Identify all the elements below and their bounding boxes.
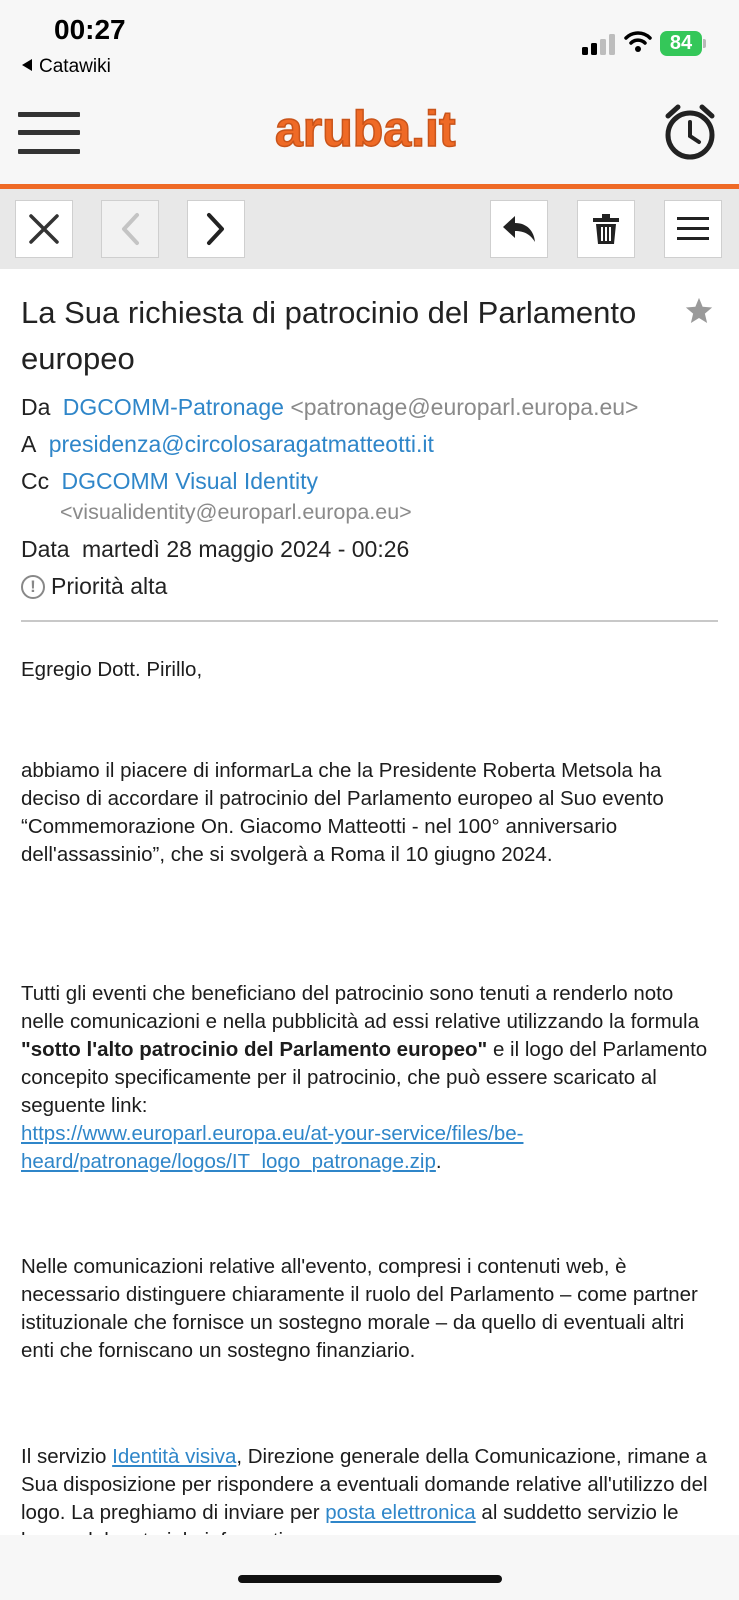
close-icon xyxy=(28,213,60,245)
back-triangle-icon xyxy=(22,59,32,71)
menu-icon xyxy=(677,216,709,242)
from-address: <patronage@europarl.europa.eu> xyxy=(290,394,639,420)
body-paragraph-4: Il servizio Identità visiva, Direzione generale della Comunicazione, rimane a Sua disposizione per rispondere a eventuali domande relative all'utilizzo del logo. La preghiamo di inviare per posta elettronica al suddetto servizio le xyxy=(21,1445,708,1524)
cc-row xyxy=(21,468,318,495)
cc-name[interactable]: DGCOMM Visual Identity xyxy=(61,468,318,494)
to-address[interactable]: presidenza@circolosaragatmatteotti.it xyxy=(48,431,434,457)
date-value: martedì 28 maggio 2024 - 00:26 xyxy=(81,536,410,562)
from-label: Da xyxy=(21,394,51,420)
cc-address: <visualidentity@europarl.europa.eu> xyxy=(60,500,412,524)
cellular-signal-icon xyxy=(582,33,618,55)
body-paragraph-3: Nelle comunicazioni relative all'evento, compresi i contenuti web, è necessario distinguere chiaramente il ruolo del Parlamento – come partner istituzionale che fornisce un sostegno morale – da quello di eventuali altri enti che forniscano un sostegno finanziario. xyxy=(21,1255,698,1362)
home-indicator[interactable] xyxy=(238,1575,502,1583)
back-to-app-link[interactable] xyxy=(22,56,111,78)
close-button[interactable] xyxy=(15,200,73,258)
wifi-icon xyxy=(624,30,652,57)
email-subject: La Sua richiesta di patrocinio del Parlamento europeo xyxy=(21,295,637,376)
delete-button[interactable] xyxy=(577,200,635,258)
status-bar xyxy=(0,0,739,88)
email-link[interactable]: posta elettronica xyxy=(325,1501,476,1524)
app-header xyxy=(0,88,739,189)
chevron-right-icon xyxy=(204,212,228,246)
star-icon[interactable] xyxy=(684,296,714,331)
reply-icon xyxy=(501,214,537,244)
from-row xyxy=(21,394,638,421)
reply-button[interactable] xyxy=(490,200,548,258)
previous-message-button[interactable] xyxy=(101,200,159,258)
cc-label: Cc xyxy=(21,468,50,494)
header-divider xyxy=(21,620,718,622)
app-logo: aruba.it xyxy=(275,101,456,157)
message-toolbar xyxy=(0,189,739,269)
date-row xyxy=(21,536,409,563)
body-greeting: Egregio Dott. Pirillo, xyxy=(21,658,203,681)
priority-row xyxy=(21,573,167,600)
from-name[interactable]: DGCOMM-Patronage xyxy=(62,394,284,420)
logo-download-link[interactable]: https://www.europarl.europa.eu/at-your-service/files/be- heard/patronage/logos/IT_logo_patronage.zip xyxy=(21,1122,524,1173)
battery-level: 84 xyxy=(669,32,693,54)
battery-icon xyxy=(660,31,706,56)
body-paragraph-2: Tutti gli eventi che beneficiano del patrocinio sono tenuti a renderlo noto nelle comunicazioni e nella pubblicità ad essi relative utilizzando la formula "sotto l'alto patrocinio del Parlamento europeo" e il logo del Parlamento concepito specificamente per il patrocinio, che può essere scaricato al seguente link: https://www.europarl.europa.eu/at-your-service/files/be- heard/patronage/logos/IT_logo_patronage.zip. xyxy=(21,982,708,1173)
exclamation-circle-icon: ! xyxy=(21,575,45,599)
next-message-button[interactable] xyxy=(187,200,245,258)
status-time: 00:27 xyxy=(54,14,126,45)
more-options-button[interactable] xyxy=(664,200,722,258)
to-label: A xyxy=(21,431,37,457)
patronage-formula: "sotto l'alto patrocinio del Parlamento europeo" xyxy=(21,1038,488,1061)
bottom-safe-area xyxy=(0,1535,739,1600)
date-label: Data xyxy=(21,536,70,562)
chevron-left-icon xyxy=(118,212,142,246)
visual-identity-link[interactable]: Identità visiva xyxy=(112,1445,237,1468)
priority-label: Priorità alta xyxy=(51,573,168,599)
body-paragraph-1: abbiamo il piacere di informarLa che la Presidente Roberta Metsola ha deciso di accordare il patrocinio del Parlamento europeo al Suo evento “Commemorazione On. Giacomo Matteotti - nel 100° anniversario dell'assassinio”, che si svolgerà a Roma il 10 giugno 2024. xyxy=(21,759,664,866)
back-app-label: Catawiki xyxy=(39,56,111,77)
trash-icon xyxy=(591,213,621,245)
to-row xyxy=(21,431,434,458)
alarm-clock-icon[interactable] xyxy=(662,102,718,167)
main-menu-button[interactable] xyxy=(18,110,80,156)
